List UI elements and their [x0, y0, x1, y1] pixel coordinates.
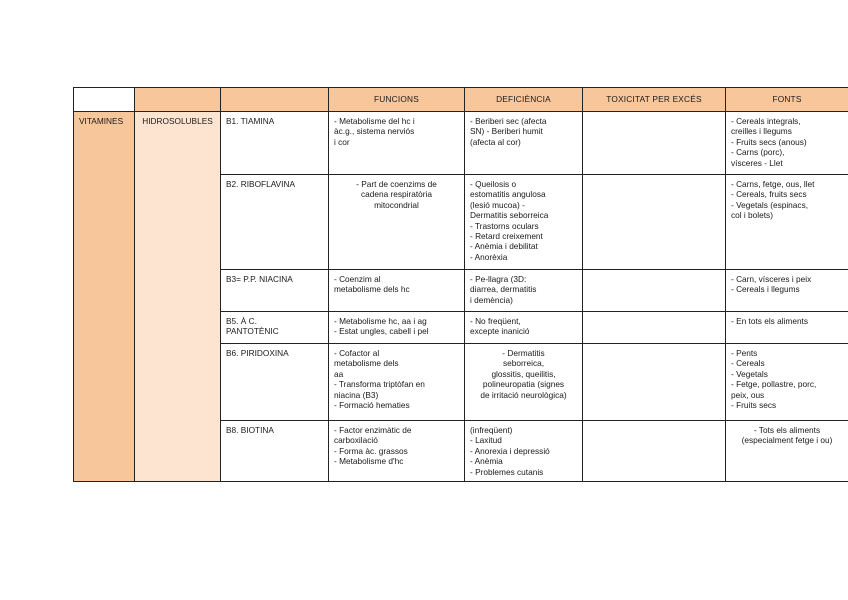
- vitamin-name: B5. À C. PANTOTÈNIC: [221, 312, 329, 344]
- vitamins-table: [73, 87, 848, 482]
- fonts-cell: - Carns, fetge, ous, llet - Cereals, fruits secs - Vegetals (espinacs, col i bolets): [726, 175, 848, 270]
- table-row: [74, 112, 848, 175]
- toxicitat-cell: [583, 270, 726, 312]
- toxicitat-cell: [583, 344, 726, 421]
- fonts-cell: - En tots els aliments: [726, 312, 848, 344]
- funcions-cell: - Metabolisme del hc i àc.g., sistema nerviós i cor: [329, 112, 465, 175]
- header-blank-cell: [74, 88, 135, 112]
- toxicitat-cell: [583, 312, 726, 344]
- vitamin-name: B8. BIOTINA: [221, 421, 329, 482]
- funcions-cell: - Coenzim al metabolisme dels hc: [329, 270, 465, 312]
- deficiencia-cell: - Dermatitis seborreica, glossitis, queilitis, polineuropatia (signes de irritació neurològica): [465, 344, 583, 421]
- category-cell: VITAMINES: [74, 112, 135, 482]
- header-deficiencia: DEFICIÈNCIA: [465, 88, 583, 112]
- deficiencia-cell: - No freqüent, excepte inanició: [465, 312, 583, 344]
- deficiencia-cell: (infreqüent) - Laxitud - Anorexia i depressió - Anèmia - Problemes cutanis: [465, 421, 583, 482]
- fonts-cell: - Pents - Cereals - Vegetals - Fetge, pollastre, porc, peix, ous - Fruits secs: [726, 344, 848, 421]
- toxicitat-cell: [583, 112, 726, 175]
- subcategory-cell: HIDROSOLUBLES: [135, 112, 221, 482]
- funcions-cell: - Factor enzimàtic de carboxilació - Forma àc. grassos - Metabolisme d'hc: [329, 421, 465, 482]
- header-toxicitat: TOXICITAT PER EXCÉS: [583, 88, 726, 112]
- header-fonts: FONTS: [726, 88, 848, 112]
- deficiencia-cell: - Pe-llagra (3D: diarrea, dermatitis i demència): [465, 270, 583, 312]
- funcions-cell: - Cofactor al metabolisme dels aa - Transforma triptòfan en niacina (B3) - Formació hematies: [329, 344, 465, 421]
- header-funcions: FUNCIONS: [329, 88, 465, 112]
- toxicitat-cell: [583, 175, 726, 270]
- vitamin-name: B6. PIRIDOXINA: [221, 344, 329, 421]
- vitamin-name: B3= P.P. NIACINA: [221, 270, 329, 312]
- header-row: [74, 88, 848, 112]
- vitamin-name: B1. TIAMINA: [221, 112, 329, 175]
- toxicitat-cell: [583, 421, 726, 482]
- funcions-cell: - Metabolisme hc, aa i ag - Estat ungles, cabell i pel: [329, 312, 465, 344]
- deficiencia-cell: - Beriberi sec (afecta SN) - Beriberi humit (afecta al cor): [465, 112, 583, 175]
- funcions-cell: - Part de coenzims de cadena respiratòria mitocondrial: [329, 175, 465, 270]
- deficiencia-cell: - Queilosis o estomatitis angulosa (lesió mucoa) - Dermatitis seborreica - Trastorns oculars - Retard creixement - Anèmia i debilitat - Anorèxia: [465, 175, 583, 270]
- fonts-cell: - Cereals integrals, creilles i llegums - Fruits secs (anous) - Carns (porc), vísceres - Llet: [726, 112, 848, 175]
- header-vitamin-cell: [221, 88, 329, 112]
- fonts-cell: - Carn, vísceres i peix - Cereals i llegums: [726, 270, 848, 312]
- header-category-cell: [135, 88, 221, 112]
- vitamin-name: B2. RIBOFLAVINA: [221, 175, 329, 270]
- fonts-cell: - Tots els aliments (especialment fetge i ou): [726, 421, 848, 482]
